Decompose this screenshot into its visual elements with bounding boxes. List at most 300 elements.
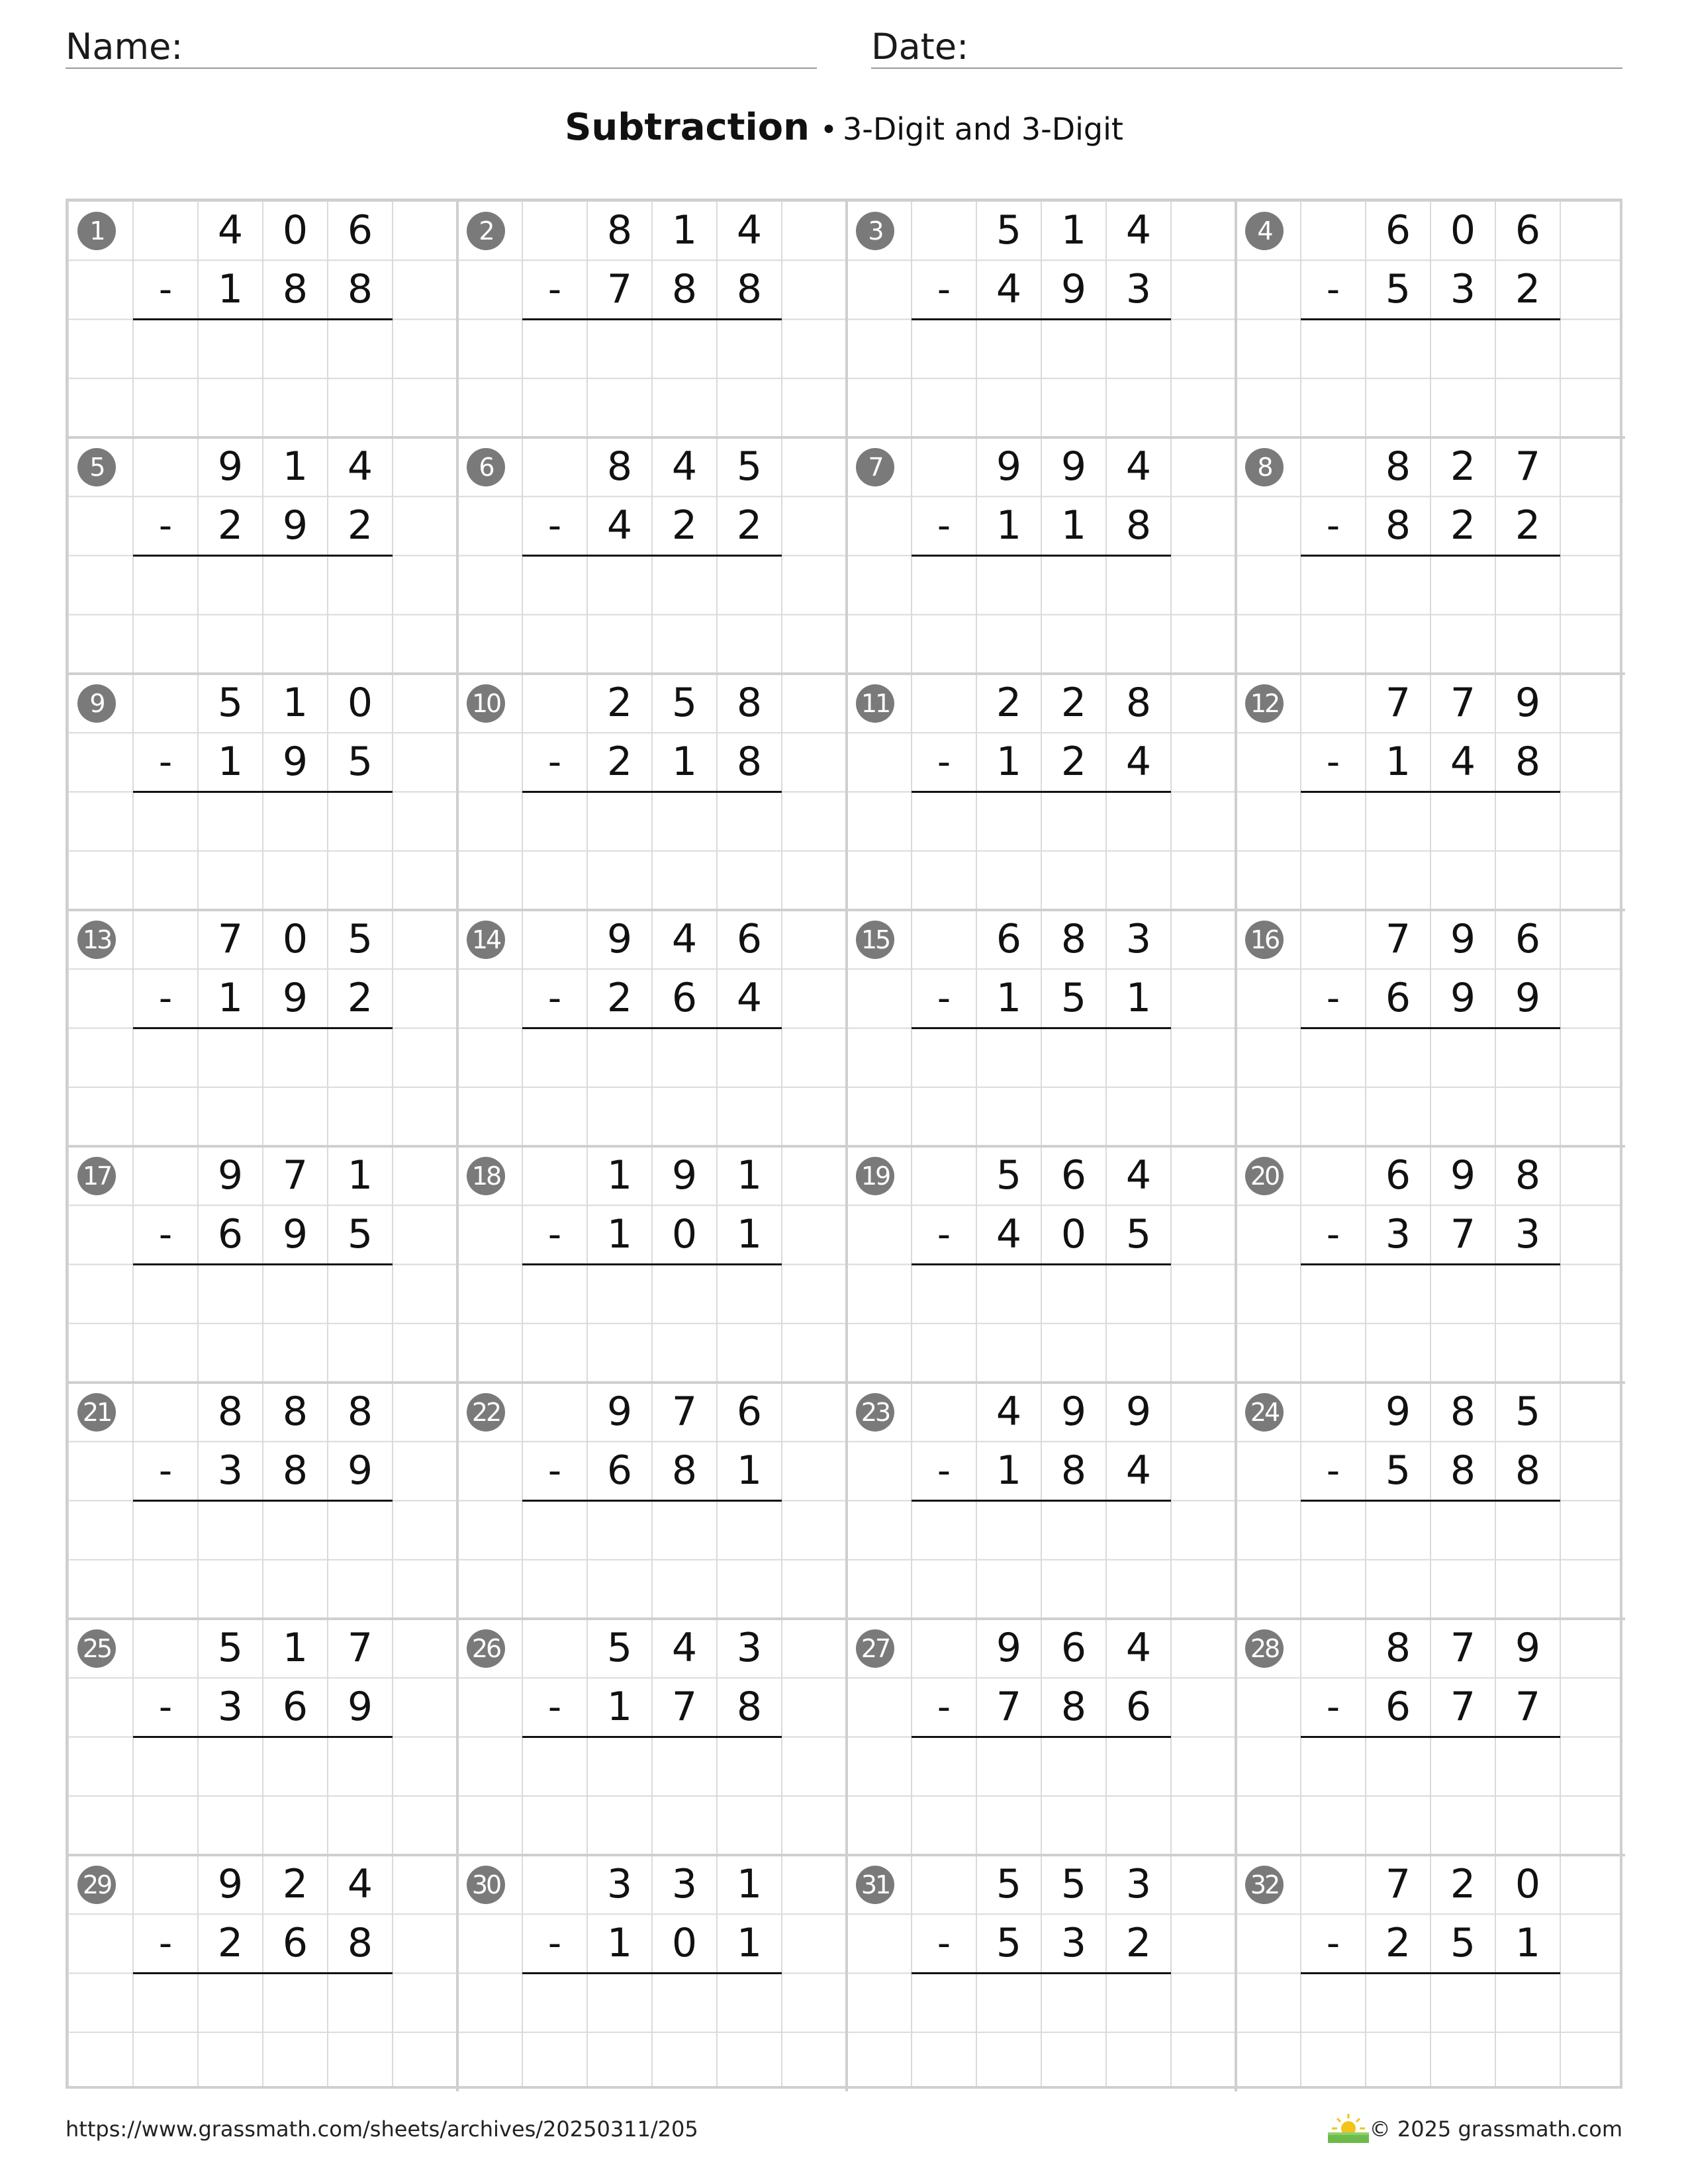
problem-number-badge: 25 <box>77 1629 116 1668</box>
worksheet-title <box>0 106 1688 149</box>
minuend-digit: 0 <box>347 680 373 726</box>
problem-block <box>68 1855 457 2091</box>
answer-area[interactable] <box>198 1265 393 1324</box>
minuend-digit: 6 <box>347 207 373 253</box>
problem-block <box>457 1146 847 1383</box>
subtrahend-digit: 3 <box>1450 266 1476 313</box>
minuend-digit: 8 <box>1385 443 1411 490</box>
minuend-digit: 5 <box>1060 1861 1087 1907</box>
minuend-digit: 6 <box>1385 1152 1411 1199</box>
answer-area[interactable] <box>198 556 393 615</box>
problem-number-badge: 21 <box>77 1393 116 1432</box>
minuend-digit: 5 <box>217 680 244 726</box>
minuend-digit: 4 <box>671 916 698 962</box>
minus-sign: - <box>547 977 562 1021</box>
title-main: Subtraction <box>565 106 810 149</box>
subtrahend-digit: 8 <box>1385 502 1411 549</box>
subtrahend-digit: 3 <box>1125 266 1152 313</box>
subtrahend-digit: 8 <box>736 739 763 786</box>
answer-area[interactable] <box>198 1974 393 2032</box>
subtrahend-digit: 9 <box>282 739 308 786</box>
subtrahend-digit: 5 <box>1060 975 1087 1022</box>
minuend-digit: 7 <box>217 916 244 962</box>
minuend-digit: 4 <box>1125 443 1152 490</box>
problem-number-badge: 7 <box>856 448 894 486</box>
subtrahend-digit: 8 <box>671 1447 698 1494</box>
minuend-digit: 5 <box>606 1625 633 1671</box>
minuend-digit: 6 <box>736 1388 763 1435</box>
minus-sign: - <box>547 741 562 784</box>
answer-area[interactable] <box>976 1265 1171 1324</box>
minuend-digit: 9 <box>996 1625 1022 1671</box>
subtrahend-digit: 8 <box>736 1684 763 1731</box>
answer-area[interactable] <box>976 320 1171 379</box>
minuend-digit: 9 <box>217 443 244 490</box>
subtrahend-digit: 2 <box>1515 266 1541 313</box>
problem-number-badge: 5 <box>77 448 116 486</box>
subtrahend-digit: 1 <box>606 1920 633 1967</box>
problem-block <box>847 674 1236 910</box>
subtrahend-digit: 1 <box>217 739 244 786</box>
subtrahend-digit: 5 <box>1125 1211 1152 1258</box>
minuend-digit: 1 <box>282 680 308 726</box>
minuend-digit: 1 <box>1060 207 1087 253</box>
problem-block <box>847 910 1236 1146</box>
minus-sign: - <box>937 977 951 1021</box>
minuend-digit: 5 <box>1515 1388 1541 1435</box>
subtrahend-digit: 5 <box>1385 266 1411 313</box>
minus-sign: - <box>158 1922 173 1966</box>
minuend-digit: 8 <box>736 680 763 726</box>
minuend-digit: 6 <box>1515 916 1541 962</box>
subtrahend-digit: 1 <box>606 1684 633 1731</box>
minuend-digit: 3 <box>736 1625 763 1671</box>
subtrahend-digit: 2 <box>1125 1920 1152 1967</box>
minuend-digit: 4 <box>347 1861 373 1907</box>
minuend-digit: 2 <box>606 680 633 726</box>
minuend-digit: 4 <box>1125 1625 1152 1671</box>
subtrahend-digit: 8 <box>1060 1684 1087 1731</box>
subtrahend-digit: 1 <box>996 502 1022 549</box>
minus-sign: - <box>937 504 951 548</box>
subtrahend-digit: 1 <box>217 975 244 1022</box>
problem-number-badge: 14 <box>467 921 505 959</box>
problem-number-badge: 19 <box>856 1157 894 1195</box>
problem-block <box>457 910 847 1146</box>
grassmath-sun-logo-icon <box>1325 2109 1372 2146</box>
minuend-digit: 6 <box>1060 1625 1087 1671</box>
minus-sign: - <box>1326 1213 1340 1257</box>
answer-area[interactable] <box>1366 1737 1560 1796</box>
problem-number-badge: 4 <box>1245 212 1284 250</box>
subtrahend-digit: 7 <box>606 266 633 313</box>
minuend-digit: 5 <box>347 916 373 962</box>
minus-sign: - <box>1326 977 1340 1021</box>
subtrahend-digit: 2 <box>217 1920 244 1967</box>
minuend-digit: 8 <box>1125 680 1152 726</box>
answer-area[interactable] <box>198 1028 393 1087</box>
minuend-digit: 6 <box>736 916 763 962</box>
problem-block <box>847 437 1236 674</box>
subtrahend-digit: 5 <box>1450 1920 1476 1967</box>
minus-sign: - <box>937 741 951 784</box>
minuend-digit: 2 <box>1450 443 1476 490</box>
minuend-digit: 0 <box>282 207 308 253</box>
minus-sign: - <box>158 977 173 1021</box>
subtrahend-digit: 0 <box>671 1211 698 1258</box>
subtrahend-digit: 8 <box>347 1920 373 1967</box>
subtrahend-digit: 1 <box>217 266 244 313</box>
subtrahend-digit: 6 <box>671 975 698 1022</box>
subtrahend-digit: 8 <box>671 266 698 313</box>
minuend-digit: 5 <box>671 680 698 726</box>
footer-copyright: © 2025 grassmath.com <box>1369 2116 1622 2142</box>
problem-block <box>847 1383 1236 1619</box>
problem-grid <box>66 199 1622 2089</box>
problem-number-badge: 18 <box>467 1157 505 1195</box>
minuend-digit: 8 <box>606 207 633 253</box>
problem-number-badge: 31 <box>856 1866 894 1904</box>
subtrahend-digit: 4 <box>1125 1447 1152 1494</box>
subtrahend-digit: 7 <box>1450 1211 1476 1258</box>
subtrahend-digit: 0 <box>1060 1211 1087 1258</box>
subtrahend-digit: 1 <box>606 1211 633 1258</box>
problem-number-badge: 23 <box>856 1393 894 1432</box>
minuend-digit: 4 <box>996 1388 1022 1435</box>
problem-number-badge: 12 <box>1245 684 1284 723</box>
minuend-digit: 4 <box>1125 207 1152 253</box>
minuend-digit: 8 <box>1450 1388 1476 1435</box>
subtrahend-digit: 2 <box>1060 739 1087 786</box>
subtrahend-digit: 9 <box>282 1211 308 1258</box>
minus-sign: - <box>547 1686 562 1729</box>
answer-area[interactable] <box>587 1974 782 2032</box>
answer-area[interactable] <box>1366 792 1560 851</box>
minus-sign: - <box>158 1213 173 1257</box>
minuend-digit: 2 <box>996 680 1022 726</box>
minuend-digit: 7 <box>347 1625 373 1671</box>
minus-sign: - <box>158 504 173 548</box>
subtrahend-digit: 3 <box>217 1684 244 1731</box>
minuend-digit: 3 <box>1125 1861 1152 1907</box>
minus-sign: - <box>1326 741 1340 784</box>
problem-number-badge: 17 <box>77 1157 116 1195</box>
subtrahend-digit: 2 <box>347 502 373 549</box>
minuend-digit: 4 <box>671 1625 698 1671</box>
minuend-digit: 0 <box>282 916 308 962</box>
subtrahend-digit: 2 <box>1450 502 1476 549</box>
answer-area[interactable] <box>587 792 782 851</box>
minuend-digit: 9 <box>1450 916 1476 962</box>
minuend-digit: 8 <box>347 1388 373 1435</box>
minuend-digit: 4 <box>1125 1152 1152 1199</box>
problem-block <box>1236 1146 1625 1383</box>
subtrahend-digit: 2 <box>671 502 698 549</box>
answer-area[interactable] <box>976 556 1171 615</box>
subtrahend-digit: 2 <box>217 502 244 549</box>
answer-area[interactable] <box>587 1028 782 1087</box>
subtrahend-digit: 1 <box>736 1920 763 1967</box>
minuend-digit: 1 <box>282 443 308 490</box>
answer-area[interactable] <box>587 1501 782 1560</box>
minuend-digit: 7 <box>1450 1625 1476 1671</box>
answer-area[interactable] <box>198 1737 393 1796</box>
problem-block <box>457 1855 847 2091</box>
problem-number-badge: 32 <box>1245 1866 1284 1904</box>
minuend-digit: 9 <box>1515 1625 1541 1671</box>
subtrahend-digit: 7 <box>996 1684 1022 1731</box>
subtrahend-digit: 4 <box>1450 739 1476 786</box>
minuend-digit: 2 <box>282 1861 308 1907</box>
subtrahend-digit: 2 <box>347 975 373 1022</box>
subtrahend-digit: 1 <box>736 1211 763 1258</box>
subtrahend-digit: 6 <box>1125 1684 1152 1731</box>
title-bullet: • <box>820 113 837 147</box>
minuend-digit: 8 <box>1515 1152 1541 1199</box>
problem-block <box>457 1619 847 1855</box>
minuend-digit: 9 <box>606 916 633 962</box>
minus-sign: - <box>158 1686 173 1729</box>
minuend-digit: 7 <box>282 1152 308 1199</box>
minuend-digit: 3 <box>1125 916 1152 962</box>
problem-block <box>847 1146 1236 1383</box>
minuend-digit: 5 <box>736 443 763 490</box>
minuend-digit: 8 <box>217 1388 244 1435</box>
subtrahend-digit: 1 <box>1515 1920 1541 1967</box>
subtrahend-digit: 4 <box>1125 739 1152 786</box>
minuend-digit: 0 <box>1450 207 1476 253</box>
minuend-digit: 9 <box>1060 443 1087 490</box>
minus-sign: - <box>937 1922 951 1966</box>
minus-sign: - <box>937 1686 951 1729</box>
minuend-digit: 1 <box>736 1152 763 1199</box>
subtrahend-digit: 8 <box>736 266 763 313</box>
problem-block <box>68 1383 457 1619</box>
minus-sign: - <box>547 504 562 548</box>
problem-number-badge: 3 <box>856 212 894 250</box>
minuend-digit: 7 <box>1450 680 1476 726</box>
subtrahend-digit: 8 <box>282 1447 308 1494</box>
subtrahend-digit: 3 <box>217 1447 244 1494</box>
subtrahend-digit: 4 <box>736 975 763 1022</box>
minus-sign: - <box>158 268 173 312</box>
answer-area[interactable] <box>587 1737 782 1796</box>
subtrahend-digit: 3 <box>1385 1211 1411 1258</box>
subtrahend-digit: 1 <box>996 739 1022 786</box>
answer-area[interactable] <box>976 1501 1171 1560</box>
subtrahend-digit: 5 <box>347 1211 373 1258</box>
subtrahend-digit: 2 <box>1515 502 1541 549</box>
problem-number-badge: 16 <box>1245 921 1284 959</box>
subtrahend-digit: 1 <box>1060 502 1087 549</box>
minuend-digit: 9 <box>1385 1388 1411 1435</box>
subtrahend-digit: 2 <box>606 739 633 786</box>
problem-block <box>847 201 1236 437</box>
minuend-digit: 6 <box>1060 1152 1087 1199</box>
date-line[interactable] <box>871 68 1622 69</box>
minuend-digit: 6 <box>1385 207 1411 253</box>
answer-area[interactable] <box>1366 1028 1560 1087</box>
minuend-digit: 7 <box>671 1388 698 1435</box>
problem-number-badge: 26 <box>467 1629 505 1668</box>
subtrahend-digit: 6 <box>1385 975 1411 1022</box>
minuend-digit: 4 <box>217 207 244 253</box>
minuend-digit: 4 <box>736 207 763 253</box>
problem-number-badge: 27 <box>856 1629 894 1668</box>
minuend-digit: 9 <box>1125 1388 1152 1435</box>
subtrahend-digit: 2 <box>606 975 633 1022</box>
answer-area[interactable] <box>587 1265 782 1324</box>
subtrahend-digit: 9 <box>1060 266 1087 313</box>
answer-area[interactable] <box>976 1737 1171 1796</box>
problem-block <box>457 437 847 674</box>
minuend-digit: 8 <box>282 1388 308 1435</box>
subtrahend-digit: 8 <box>1450 1447 1476 1494</box>
minus-sign: - <box>937 1449 951 1493</box>
answer-area[interactable] <box>587 320 782 379</box>
minuend-digit: 2 <box>1060 680 1087 726</box>
problem-block <box>1236 1383 1625 1619</box>
subtrahend-digit: 9 <box>1515 975 1541 1022</box>
minuend-digit: 7 <box>1515 443 1541 490</box>
minuend-digit: 9 <box>1450 1152 1476 1199</box>
subtrahend-digit: 5 <box>347 739 373 786</box>
answer-area[interactable] <box>587 556 782 615</box>
problem-number-badge: 9 <box>77 684 116 723</box>
minuend-digit: 8 <box>1060 916 1087 962</box>
minuend-digit: 5 <box>996 1152 1022 1199</box>
minus-sign: - <box>158 1449 173 1493</box>
minus-sign: - <box>937 268 951 312</box>
problem-number-badge: 10 <box>467 684 505 723</box>
subtrahend-digit: 7 <box>1515 1684 1541 1731</box>
subtrahend-digit: 3 <box>1060 1920 1087 1967</box>
problem-block <box>1236 201 1625 437</box>
minuend-digit: 5 <box>217 1625 244 1671</box>
answer-area[interactable] <box>976 792 1171 851</box>
subtrahend-digit: 7 <box>671 1684 698 1731</box>
subtrahend-digit: 8 <box>1515 1447 1541 1494</box>
name-label: Name: <box>66 26 183 68</box>
minus-sign: - <box>1326 504 1340 548</box>
subtrahend-digit: 8 <box>1060 1447 1087 1494</box>
problem-block <box>457 1383 847 1619</box>
answer-area[interactable] <box>198 320 393 379</box>
answer-area[interactable] <box>976 1028 1171 1087</box>
minuend-digit: 1 <box>347 1152 373 1199</box>
subtrahend-digit: 1 <box>1385 739 1411 786</box>
minuend-digit: 1 <box>606 1152 633 1199</box>
minuend-digit: 8 <box>606 443 633 490</box>
answer-area[interactable] <box>1366 1265 1560 1324</box>
minus-sign: - <box>1326 1922 1340 1966</box>
problem-block <box>68 1146 457 1383</box>
minuend-digit: 9 <box>1515 680 1541 726</box>
subtrahend-digit: 8 <box>282 266 308 313</box>
minuend-digit: 0 <box>1515 1861 1541 1907</box>
answer-area[interactable] <box>1366 1974 1560 2032</box>
answer-area[interactable] <box>976 1974 1171 2032</box>
problem-number-badge: 11 <box>856 684 894 723</box>
problem-number-badge: 24 <box>1245 1393 1284 1432</box>
answer-area[interactable] <box>1366 556 1560 615</box>
answer-area[interactable] <box>198 792 393 851</box>
minuend-digit: 2 <box>1450 1861 1476 1907</box>
subtrahend-digit: 6 <box>1385 1684 1411 1731</box>
footer-url[interactable]: https://www.grassmath.com/sheets/archives/20250311/205 <box>66 2116 698 2142</box>
minuend-digit: 4 <box>347 443 373 490</box>
name-line[interactable] <box>66 68 817 69</box>
minus-sign: - <box>1326 1449 1340 1493</box>
problem-number-badge: 13 <box>77 921 116 959</box>
subtrahend-digit: 4 <box>996 1211 1022 1258</box>
subtrahend-digit: 1 <box>996 975 1022 1022</box>
minuend-digit: 9 <box>217 1152 244 1199</box>
minus-sign: - <box>1326 1686 1340 1729</box>
problem-block <box>1236 674 1625 910</box>
subtrahend-digit: 8 <box>347 266 373 313</box>
minuend-digit: 9 <box>606 1388 633 1435</box>
problem-block <box>68 201 457 437</box>
subtrahend-digit: 8 <box>1125 502 1152 549</box>
answer-area[interactable] <box>1366 1501 1560 1560</box>
subtrahend-digit: 9 <box>347 1684 373 1731</box>
minuend-digit: 9 <box>996 443 1022 490</box>
minus-sign: - <box>158 741 173 784</box>
problem-number-badge: 8 <box>1245 448 1284 486</box>
title-subtitle: 3-Digit and 3-Digit <box>842 111 1123 147</box>
problem-number-badge: 22 <box>467 1393 505 1432</box>
minuend-digit: 6 <box>1515 207 1541 253</box>
problem-block <box>68 910 457 1146</box>
minuend-digit: 1 <box>736 1861 763 1907</box>
date-label: Date: <box>871 26 969 68</box>
problem-block <box>1236 1855 1625 2091</box>
subtrahend-digit: 1 <box>1125 975 1152 1022</box>
subtrahend-digit: 6 <box>282 1684 308 1731</box>
subtrahend-digit: 2 <box>736 502 763 549</box>
problem-block <box>68 674 457 910</box>
minuend-digit: 9 <box>671 1152 698 1199</box>
subtrahend-digit: 4 <box>606 502 633 549</box>
subtrahend-digit: 0 <box>671 1920 698 1967</box>
minuend-digit: 3 <box>671 1861 698 1907</box>
subtrahend-digit: 7 <box>1450 1684 1476 1731</box>
minuend-digit: 9 <box>217 1861 244 1907</box>
problem-number-badge: 29 <box>77 1866 116 1904</box>
answer-area[interactable] <box>198 1501 393 1560</box>
subtrahend-digit: 9 <box>282 975 308 1022</box>
subtrahend-digit: 9 <box>282 502 308 549</box>
minuend-digit: 5 <box>996 1861 1022 1907</box>
minuend-digit: 7 <box>1385 680 1411 726</box>
subtrahend-digit: 3 <box>1515 1211 1541 1258</box>
minuend-digit: 7 <box>1385 916 1411 962</box>
subtrahend-digit: 1 <box>671 739 698 786</box>
subtrahend-digit: 1 <box>736 1447 763 1494</box>
subtrahend-digit: 5 <box>996 1920 1022 1967</box>
minus-sign: - <box>547 268 562 312</box>
minus-sign: - <box>547 1213 562 1257</box>
minus-sign: - <box>547 1922 562 1966</box>
problem-block <box>1236 910 1625 1146</box>
problem-number-badge: 20 <box>1245 1157 1284 1195</box>
subtrahend-digit: 8 <box>1515 739 1541 786</box>
problem-block <box>68 1619 457 1855</box>
problem-number-badge: 2 <box>467 212 505 250</box>
answer-area[interactable] <box>1366 320 1560 379</box>
subtrahend-digit: 1 <box>996 1447 1022 1494</box>
